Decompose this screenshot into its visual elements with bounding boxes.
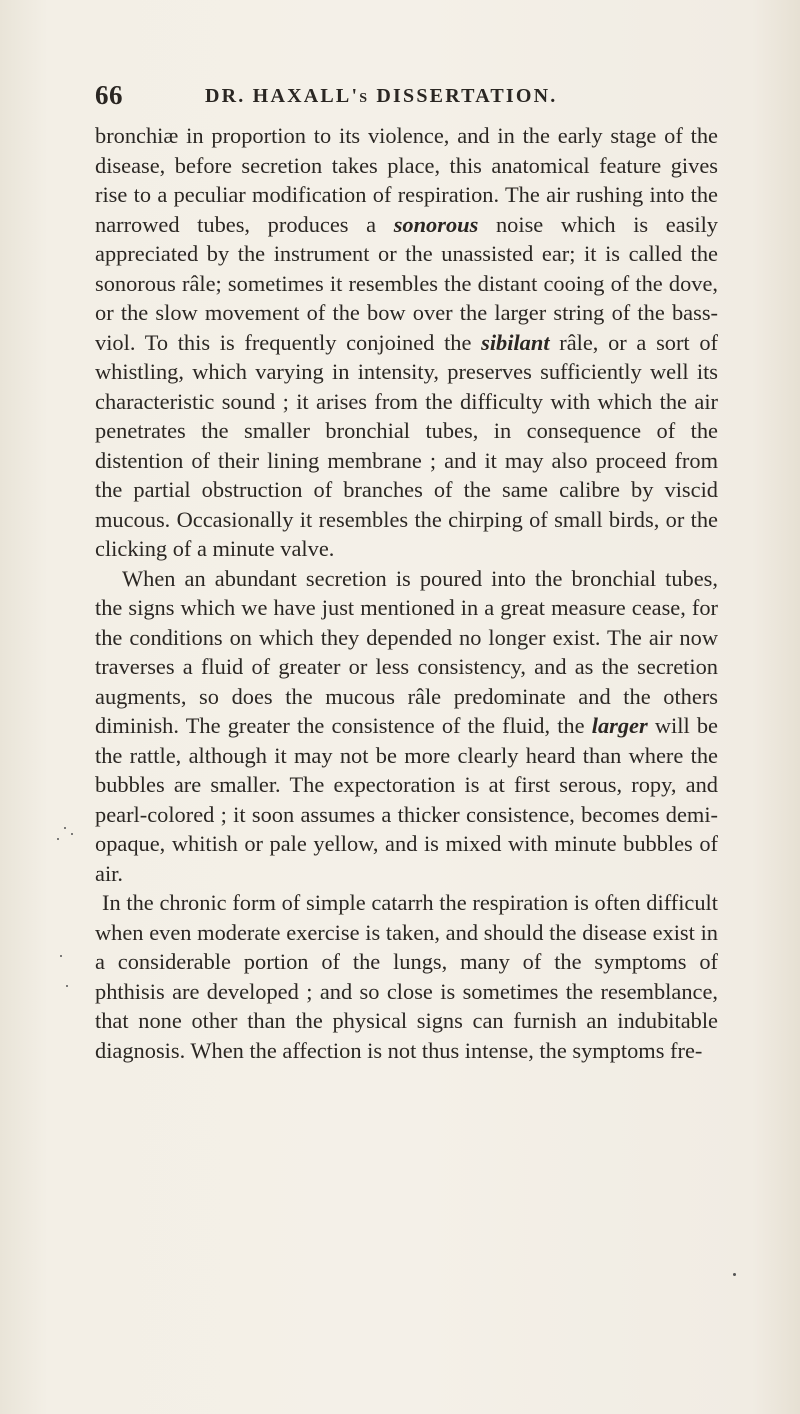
text-segment: râle, or a sort of whistling, which varying in intensity, preserves sufficiently well its characteristic sound ; it arises from the difficulty with which the air penetrates the smaller bronchial tubes, in consequence of the distention of their lining membrane ; and it may also proceed from the partial obstruction of branches of the same calibre by viscid mucous. Occasionally it resembles the chirping of small birds, or the clicking of a minute valve. (95, 329, 718, 561)
paragraph-2 (95, 564, 718, 889)
paper-speck (60, 955, 62, 957)
running-head (95, 80, 715, 114)
running-head-title: DR. HAXALL's DISSERTATION. (205, 85, 558, 107)
text-segment: bronchiæ in proportion to its violence, and in the early stage of the disease, before secretion takes place, this anatomical feature gives rise to a peculiar modification of respiration. The air rushing into the narrowed tubes, produces a (95, 123, 718, 237)
paragraph-3 (95, 888, 718, 1065)
text-segment: will be the rattle, although it may not be more clearly heard than where the bubbles are smaller. The expectoration is at first serous, ropy, and pearl-colored ; it soon assumes a thicker consistence, becomes demi-opaque, whitish or pale yellow, and is mixed with minute bubbles of air. (95, 713, 718, 886)
paragraph-1 (95, 121, 718, 564)
paper-speck (71, 833, 73, 835)
paper-speck (57, 838, 59, 840)
body-text (95, 121, 718, 1065)
text-segment: In the chronic form of simple catarrh the respiration is often difficult when even moderate exercise is taken, and should the disease exist in a considerable portion of the lungs, many of the symptoms of phthisis are developed ; and so close is sometimes the resemblance, that none other than the physical signs can furnish an indubitable diagnosis. When the affection is not thus intense, the symptoms fre- (95, 890, 718, 1063)
paper-speck (64, 827, 66, 829)
text-segment: When an abundant secretion is poured into the bronchial tubes, the signs which we have just mentioned in a great measure cease, for the conditions on which they depended no longer exist. The air now traverses a fluid of greater or less consistency, and as the secretion augments, so does the mucous râle predominate and the others diminish. The greater the consistence of the fluid, the (95, 565, 718, 738)
paper-speck (66, 985, 68, 987)
italic-term-sonorous: sonorous (393, 211, 479, 237)
page-number: 66 (95, 80, 123, 110)
text-segment: noise which is easily appreciated by the instrument or the unassisted ear; it is called the sonorous râle; sometimes it resembles the distant cooing of the dove, or the slow movement of the bow over the larger string of the bass-viol. To this is frequently conjoined the (95, 211, 718, 355)
italic-term-sibilant: sibilant (481, 329, 550, 355)
paper-speck (733, 1273, 736, 1276)
italic-term-larger: larger (591, 713, 648, 738)
